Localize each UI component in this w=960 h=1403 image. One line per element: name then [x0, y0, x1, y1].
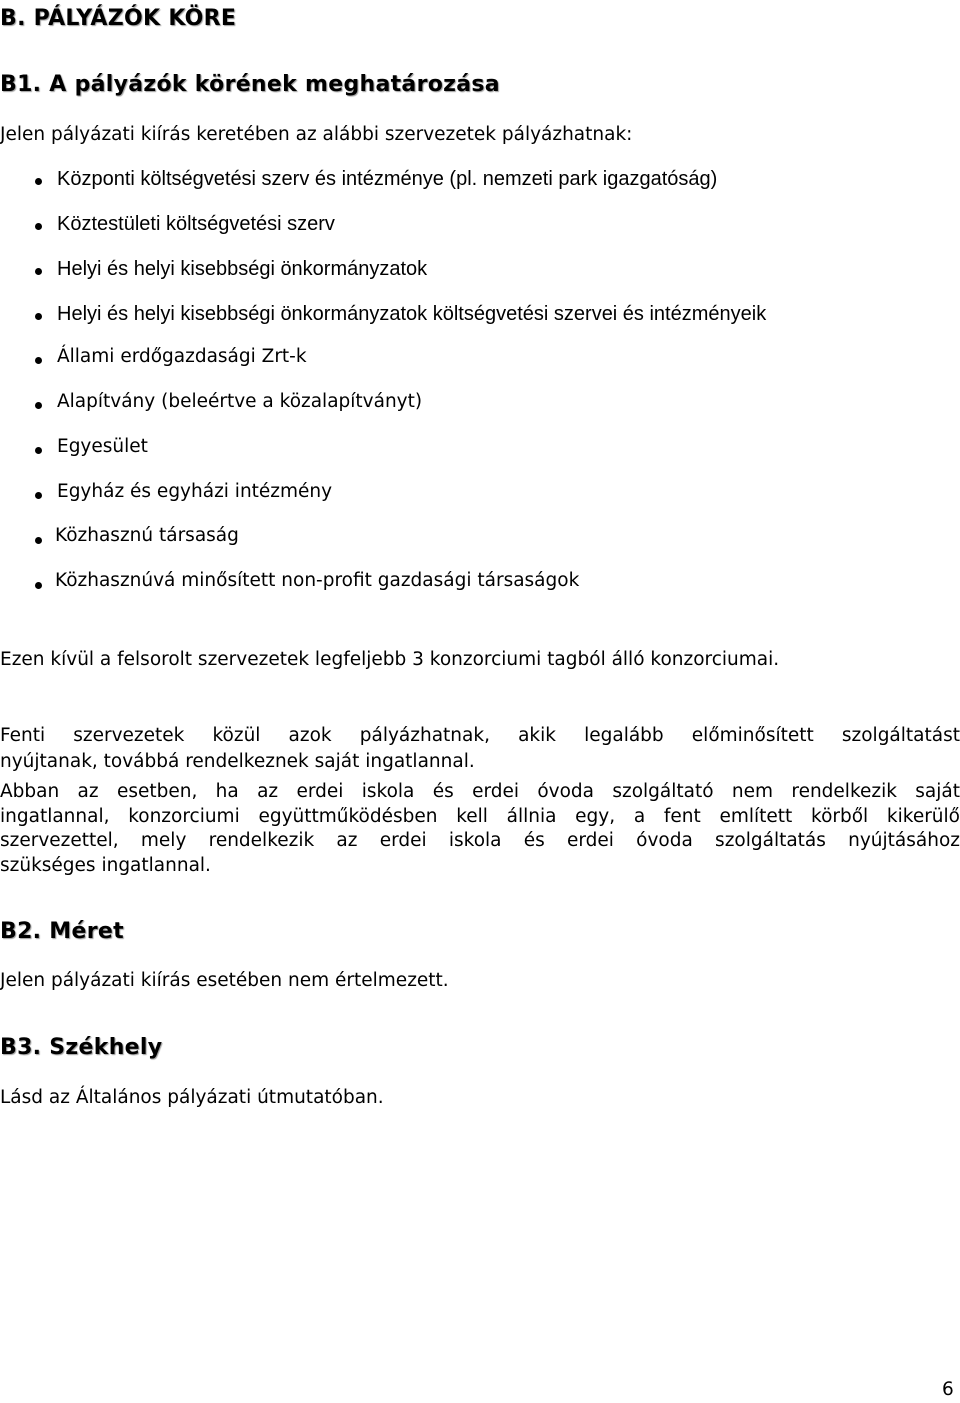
bullet-icon	[35, 313, 42, 320]
intro-text: Jelen pályázati kiírás keretében az alábbi szervezetek pályázhatnak:	[0, 124, 633, 145]
paragraph-line: ingatlannal, konzorciumi együttműködésben kell állnia egy, a fent említett körből kikerülő	[0, 806, 960, 827]
bullet-icon	[35, 492, 42, 499]
page-number: 6	[942, 1379, 954, 1400]
paragraph-line: Abban az esetben, ha az erdei iskola és erdei óvoda szolgáltató nem rendelkezik saját	[0, 781, 960, 802]
list-item: Alapítvány (beleértve a közalapítványt)	[57, 391, 423, 412]
subsection-title-b2: B2. Méret	[0, 919, 124, 944]
bullet-icon	[35, 447, 42, 454]
bullet-icon	[35, 223, 42, 230]
list-item: Közhasznú társaság	[55, 525, 239, 546]
list-item: Egyház és egyházi intézmény	[57, 481, 333, 502]
subsection-title-b1: B1. A pályázók körének meghatározása	[0, 72, 500, 97]
bullet-icon	[35, 582, 42, 589]
bullet-icon	[35, 537, 42, 544]
bullet-icon	[35, 178, 42, 185]
paragraph-line: nyújtanak, továbbá rendelkeznek saját ingatlannal.	[0, 751, 475, 772]
paragraph-line: szükséges ingatlannal.	[0, 855, 211, 876]
subsection-title-b3: B3. Székhely	[0, 1035, 163, 1060]
list-item: Állami erdőgazdasági Zrt-k	[57, 346, 307, 367]
b2-text: Jelen pályázati kiírás esetében nem értelmezett.	[0, 970, 449, 991]
bullet-icon	[35, 268, 42, 275]
paragraph-line: Fenti szervezetek közül azok pályázhatnak, akik legalább előminősített szolgáltatást	[0, 725, 960, 746]
list-item: Helyi és helyi kisebbségi önkormányzatok	[57, 258, 428, 280]
consortium-text: Ezen kívül a felsorolt szervezetek legfeljebb 3 konzorciumi tagból álló konzorciumai.	[0, 649, 780, 670]
list-item: Közhasznúvá minősített non-profit gazdasági társaságok	[55, 570, 580, 591]
list-item: Köztestületi költségvetési szerv	[57, 213, 335, 235]
b3-text: Lásd az Általános pályázati útmutatóban.	[0, 1087, 384, 1108]
bullet-icon	[35, 357, 42, 364]
paragraph-line: szervezettel, mely rendelkezik az erdei iskola és erdei óvoda szolgáltatás nyújtásához	[0, 830, 960, 851]
list-item: Helyi és helyi kisebbségi önkormányzatok költségvetési szervei és intézményeik	[57, 303, 767, 325]
bullet-icon	[35, 402, 42, 409]
section-title: B. PÁLYÁZÓK KÖRE	[0, 6, 237, 31]
list-item: Egyesület	[57, 436, 148, 457]
list-item: Központi költségvetési szerv és intézménye (pl. nemzeti park igazgatóság)	[57, 168, 718, 190]
